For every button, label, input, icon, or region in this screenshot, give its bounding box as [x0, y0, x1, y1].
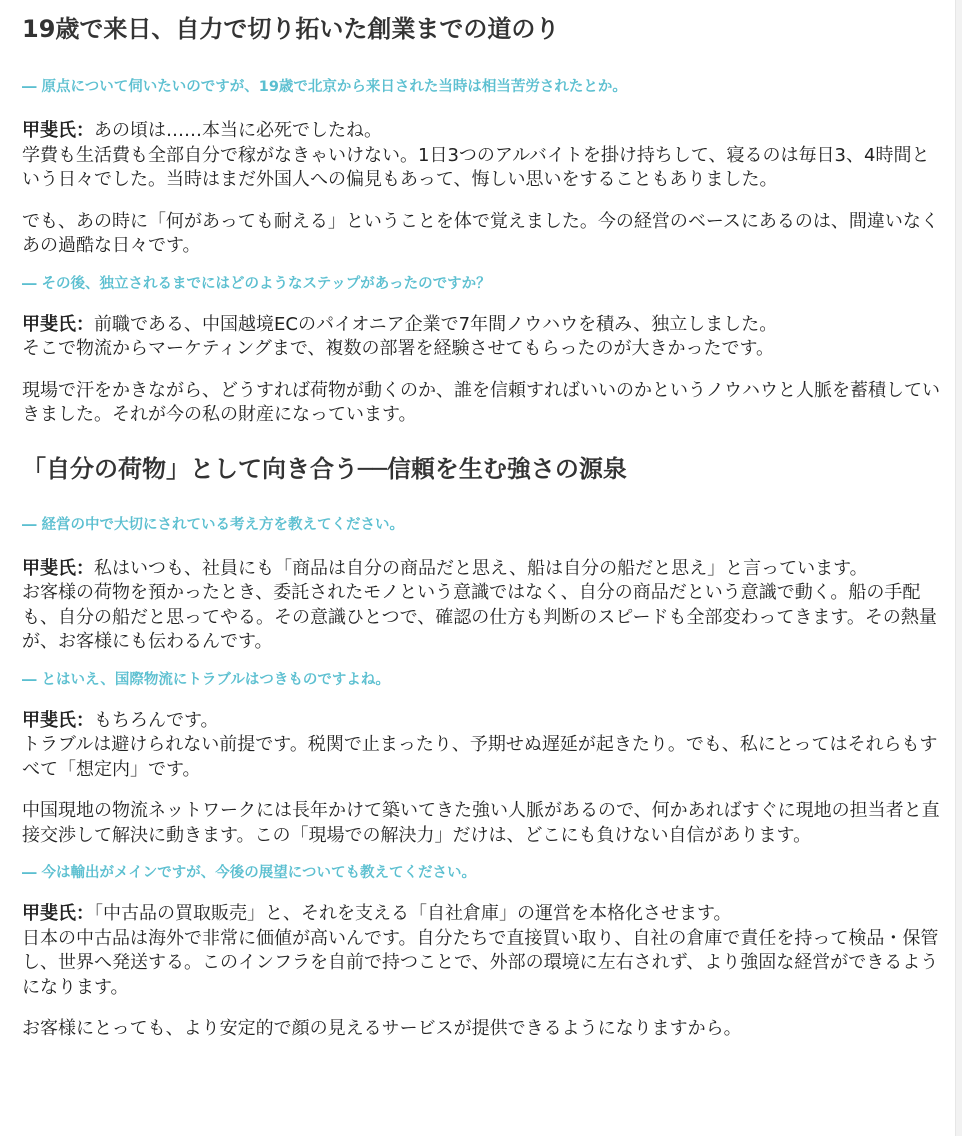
answer-text: 日本の中古品は海外で非常に価値が高いんです。自分たちで直接買い取り、自社の倉庫で責任を持って検品・保管し、世界へ発送する。このインフラを自前で持つことで、外部の環境に左右されず、より強固な経営ができるようになります。 — [22, 927, 939, 998]
answer-text: 私はいつも、社員にも「商品は自分の商品だと思え、船は自分の船だと思え」と言っています。 — [94, 557, 868, 579]
interview-answer — [22, 313, 942, 362]
speaker-label: 甲斐氏： — [22, 120, 94, 141]
section-heading-founding: 19歳で来日、自力で切り拓いた創業までの道のり — [22, 15, 560, 43]
answer-text: そこで物流からマーケティングまで、複数の部署を経験させてもらったのが大きかったです。 — [22, 338, 775, 359]
answer-text: 前職である、中国越境ECのパイオニア企業で7年間ノウハウを積み、独立しました。 — [94, 313, 778, 335]
interview-answer — [22, 557, 942, 655]
speaker-label: 甲斐氏： — [22, 903, 94, 924]
answer-paragraph: 現場で汗をかきながら、どうすれば荷物が動くのか、誰を信頼すればいいのかというノウハウと人脈を蓄積していきました。それが今の私の財産になっています。 — [22, 379, 940, 425]
scrollbar[interactable] — [955, 0, 962, 1136]
interview-answer — [22, 709, 942, 783]
interview-question: ― その後、独立されるまでにはどのようなステップがあったのですか？ — [22, 275, 491, 292]
answer-paragraph: お客様にとっても、より安定的で顔の見えるサービスが提供できるようになりますから。 — [22, 1018, 742, 1039]
speaker-label: 甲斐氏： — [22, 709, 94, 731]
answer-text: 「中古品の買取販売」と、それを支える「自社倉庫」の運営を本格化させます。 — [94, 903, 732, 924]
answer-text: もちろんです。 — [94, 709, 219, 731]
interview-question: ― とはいえ、国際物流にトラブルはつきものですよね。 — [22, 671, 390, 688]
answer-text: お客様の荷物を預かったとき、委託されたモノという意識ではなく、自分の商品だという意識で動く。船の手配も、自分の船だと思ってやる。その意識ひとつで、確認の仕方も判断のスピードも全部変わってきます。その熱量が、お客様にも伝わるんです。 — [22, 582, 937, 652]
section-heading-trust: 「自分の荷物」として向き合う──信頼を生む強さの源泉 — [22, 454, 627, 483]
answer-paragraph: 中国現地の物流ネットワークには長年かけて築いてきた強い人脈があるので、何かあればすぐに現地の担当者と直接交渉して解決に動きます。この「現場での解決力」だけは、どこにも負けない自信があります。 — [22, 800, 940, 846]
answer-text: トラブルは避けられない前提です。税関で止まったり、予期せぬ遅延が起きたり。でも、私にとってはそれらもすべて「想定内」です。 — [22, 734, 938, 780]
interview-answer — [22, 902, 942, 1000]
interview-question: ― 今は輸出がメインですが、今後の展望についても教えてください。 — [22, 865, 476, 881]
answer-text: あの頃は……本当に必死でしたね。 — [94, 120, 382, 141]
speaker-label: 甲斐氏： — [22, 557, 94, 579]
answer-paragraph: でも、あの時に「何があっても耐える」ということを体で覚えました。今の経営のベースにあるのは、間違いなくあの過酷な日々です。 — [22, 210, 939, 256]
article-body — [22, 0, 942, 1042]
interview-question: ― 原点について伺いたいのですが、19歳で北京から来日された当時は相当苦労されたとか。 — [22, 79, 627, 95]
answer-text: 学費も生活費も全部自分で稼がなきゃいけない。1日3つのアルバイトを掛け持ちして、寝るのは毎日3、4時間という日々でした。当時はまだ外国人への偏見もあって、悔しい思いをすることもありました。 — [22, 144, 930, 190]
speaker-label: 甲斐氏： — [22, 313, 94, 335]
interview-answer — [22, 119, 942, 193]
interview-question: ― 経営の中で大切にされている考え方を教えてください。 — [22, 516, 405, 533]
